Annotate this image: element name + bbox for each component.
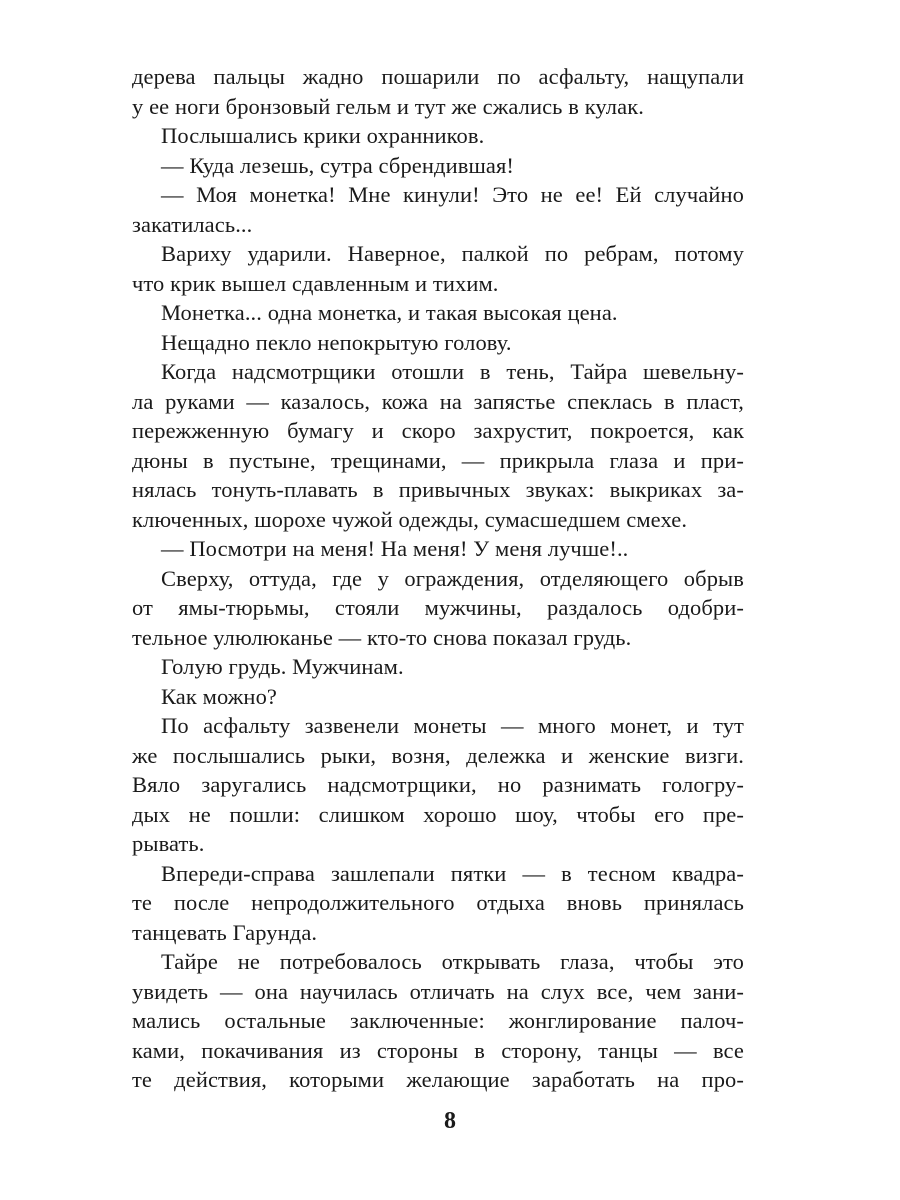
text-line: пережженную бумагу и скоро захрустит, покроется, как (132, 418, 744, 443)
text-line: Тайре не потребовалось открывать глаза, чтобы это (161, 949, 744, 974)
page-text (132, 62, 744, 1095)
text-line: закатилась... (132, 211, 253, 237)
text-line: что крик вышел сдавленным и тихим. (132, 270, 499, 296)
text-line: дых не пошли: слишком хорошо шоу, чтобы его пре- (132, 801, 744, 827)
text-line: увидеть — она научилась отличать на слух все, чем зани- (132, 978, 744, 1004)
text-line: те действия, которыми желающие заработать на про- (132, 1067, 744, 1092)
page-number: 8 (444, 1108, 456, 1134)
text-line: нялась тонуть-плавать в привычных звуках: выкриках за- (132, 477, 744, 502)
text-line: ла руками — казалось, кожа на запястье спеклась в пласт, (132, 388, 744, 414)
text-line: Монетка... одна монетка, и такая высокая цена. (161, 300, 618, 325)
text-line: Впереди-справа зашлепали пятки — в тесном квадра- (161, 860, 744, 886)
text-line: ключенных, шорохе чужой одежды, сумасшедшем смехе. (132, 506, 688, 532)
text-line: Нещадно пекло непокрытую голову. (161, 329, 512, 355)
text-line: Как можно? (161, 683, 278, 709)
text-line: те после непродолжительного отдыха вновь принялась (132, 890, 744, 915)
text-line: Когда надсмотрщики отошли в тень, Тайра шевельну- (161, 359, 744, 384)
text-line: — Посмотри на меня! На меня! У меня лучше!.. (161, 536, 629, 561)
text-line: По асфальту зазвенели монеты — много монет, и тут (161, 713, 744, 738)
text-line: Вяло заругались надсмотрщики, но разнимать гологру- (132, 772, 744, 797)
text-line: у ее ноги бронзовый гельм и тут же сжались в кулак. (132, 93, 644, 119)
text-line: танцевать Гарунда. (132, 919, 318, 945)
text-line: Послышались крики охранников. (161, 123, 485, 148)
text-line: дерева пальцы жадно пошарили по асфальту, нащупали (132, 64, 744, 89)
text-line: рывать. (132, 831, 205, 856)
text-line: — Моя монетка! Мне кинули! Это не ее! Ей случайно (161, 182, 744, 207)
text-line: же послышались рыки, возня, дележка и женские визги. (132, 742, 744, 768)
text-line: мались остальные заключенные: жонглирование палоч- (132, 1008, 744, 1033)
text-line: Голую грудь. Мужчинам. (161, 654, 404, 679)
text-line: от ямы-тюрьмы, стояли мужчины, раздалось одобри- (132, 595, 744, 620)
text-line: тельное улюлюканье — кто-то снова показал грудь. (132, 624, 632, 650)
text-line: дюны в пустыне, трещинами, — прикрыла глаза и при- (132, 447, 744, 473)
text-line: — Куда лезешь, сутра сбрендившая! (161, 152, 514, 178)
text-line: Сверху, оттуда, где у ограждения, отделяющего обрыв (161, 565, 744, 591)
text-line: Вариху ударили. Наверное, палкой по ребрам, потому (161, 241, 744, 266)
text-line: ками, покачивания из стороны в сторону, танцы — все (132, 1037, 744, 1063)
